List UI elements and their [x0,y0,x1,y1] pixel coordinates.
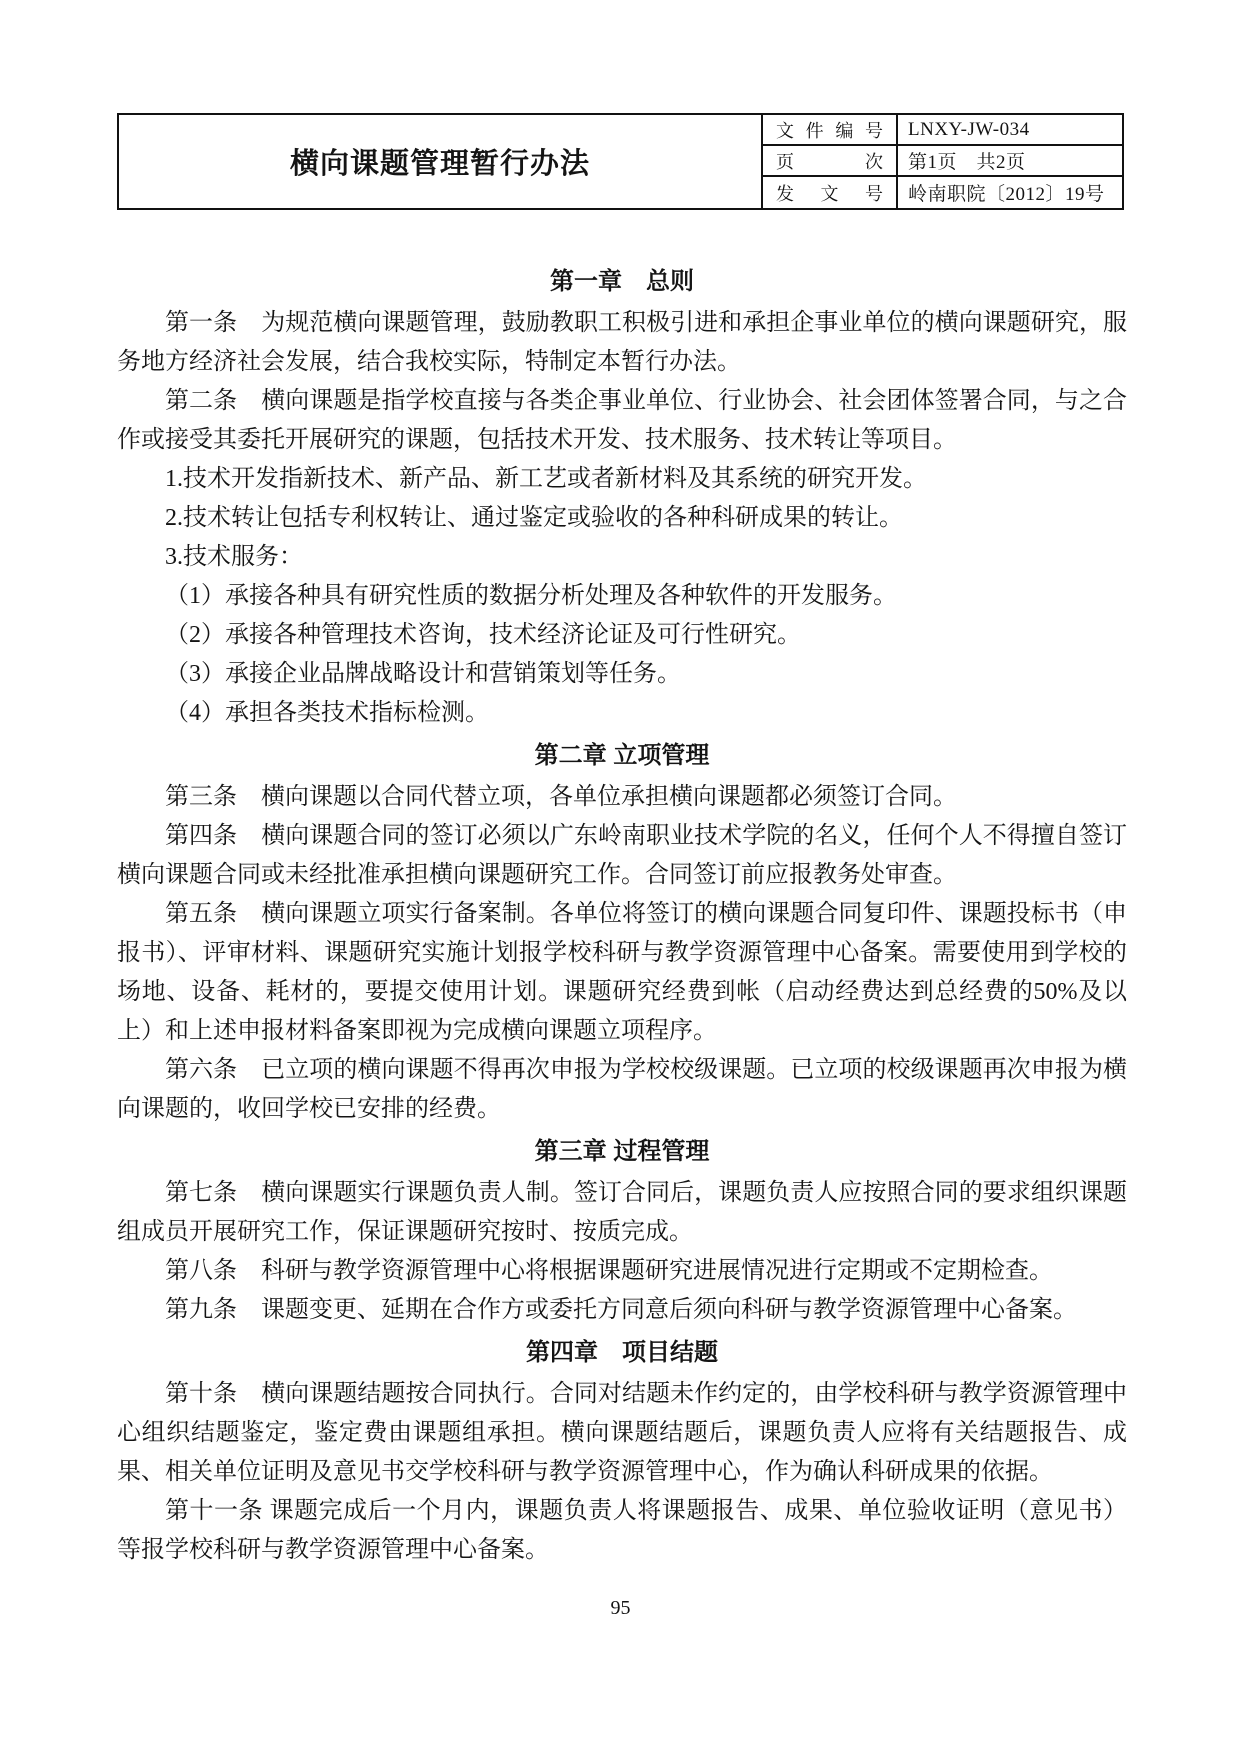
list-subitem-4: （4）承担各类技术指标检测。 [165,700,489,726]
list-subitem-2: （2）承接各种管理技术咨询，技术经济论证及可行性研究。 [165,622,801,648]
article-9: 第九条 课题变更、延期在合作方或委托方同意后须向科研与教学资源管理中心备案。 [165,1297,1077,1323]
chapter-heading-1: 第一章 总则 [550,268,694,295]
list-subitem-3: （3）承接企业品牌战略设计和营销策划等任务。 [165,661,681,687]
article-1: 第一条 为规范横向课题管理，鼓励教职工积极引进和承担企事业单位的横向课题研究，服务地方经济社会发展，结合我校实际，特制定本暂行办法。 [117,310,1127,375]
article-10: 第十条 横向课题结题按合同执行。合同对结题未作约定的，由学校科研与教学资源管理中心组织结题鉴定，鉴定费由课题组承担。横向课题结题后，课题负责人应将有关结题报告、成果、相关单位证明及意见书交学校科研与教学资源管理中心，作为确认科研成果的依据。 [117,1381,1127,1485]
chapter-heading-3: 第三章 过程管理 [534,1138,710,1165]
article-3: 第三条 横向课题以合同代替立项，各单位承担横向课题都必须签订合同。 [165,784,957,810]
meta-label-file-number [763,115,898,146]
list-item-3: 3.技术服务： [165,544,303,570]
article-8: 第八条 科研与教学资源管理中心将根据课题研究进展情况进行定期或不定期检查。 [165,1258,1053,1284]
meta-label-file-number-text: 文 件 编 号 [776,120,883,141]
meta-label-page-index [763,146,898,177]
article-2: 第二条 横向课题是指学校直接与各类企事业单位、行业协会、社会团体签署合同，与之合作或接受其委托开展研究的课题，包括技术开发、技术服务、技术转让等项目。 [117,388,1127,453]
list-item-1: 1.技术开发指新技术、新产品、新工艺或者新材料及其系统的研究开发。 [165,466,927,492]
document-title: 横向课题管理暂行办法 [119,115,763,208]
chapter-heading-4: 第四章 项目结题 [526,1339,718,1366]
document-body [117,262,1127,1570]
meta-value-issue-number: 岭南职院〔2012〕19号 [908,184,1105,205]
meta-label-page-index-text: 页 次 [776,151,883,172]
article-11: 第十一条 课题完成后一个月内，课题负责人将课题报告、成果、单位验收证明（意见书）等报学校科研与教学资源管理中心备案。 [117,1498,1127,1563]
page-number: 95 [610,1597,631,1619]
article-4: 第四条 横向课题合同的签订必须以广东岭南职业技术学院的名义，任何个人不得擅自签订横向课题合同或未经批准承担横向课题研究工作。合同签订前应报教务处审查。 [117,823,1127,888]
meta-label-issue-number-text: 发 文 号 [776,183,883,204]
meta-value-file-number: LNXY-JW-034 [898,115,1122,146]
article-5: 第五条 横向课题立项实行备案制。各单位将签订的横向课题合同复印件、课题投标书（申报书）、评审材料、课题研究实施计划报学校科研与教学资源管理中心备案。需要使用到学校的场地、设备、耗材的，要提交使用计划。课题研究经费到帐（启动经费达到总经费的50%及以上）和上述申报材料备案即视为完成横向课题立项程序。 [117,901,1127,1044]
list-subitem-1: （1）承接各种具有研究性质的数据分析处理及各种软件的开发服务。 [165,583,897,609]
meta-label-issue-number [763,177,898,208]
document-header-table [117,113,1124,210]
list-item-2: 2.技术转让包括专利权转让、通过鉴定或验收的各种科研成果的转让。 [165,505,903,531]
chapter-heading-2: 第二章 立项管理 [534,742,710,769]
article-7: 第七条 横向课题实行课题负责人制。签订合同后，课题负责人应按照合同的要求组织课题组成员开展研究工作，保证课题研究按时、按质完成。 [117,1180,1127,1245]
article-6: 第六条 已立项的横向课题不得再次申报为学校校级课题。已立项的校级课题再次申报为横向课题的，收回学校已安排的经费。 [117,1057,1127,1122]
meta-value-page-index: 第1页 共2页 [898,146,1122,177]
